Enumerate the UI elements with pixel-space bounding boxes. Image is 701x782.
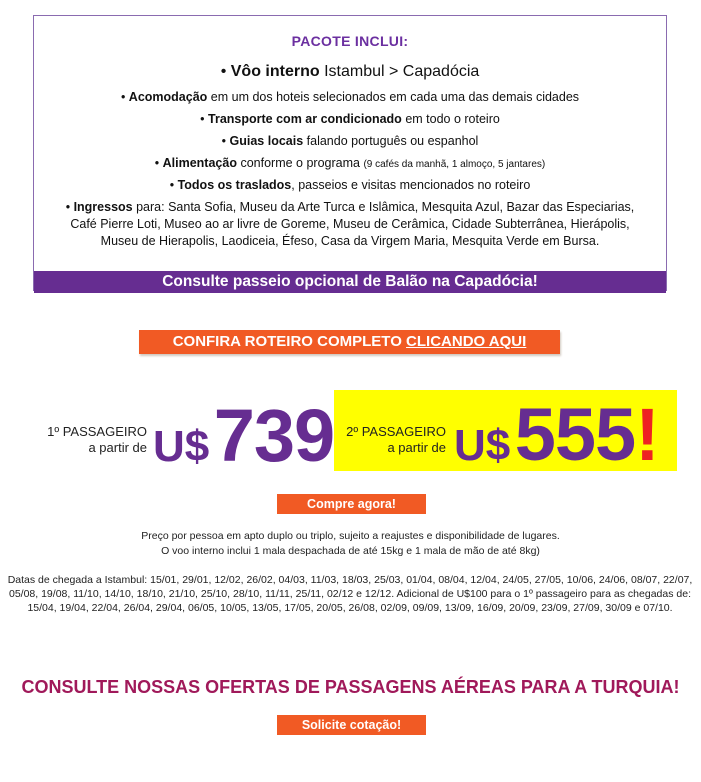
included-tickets: • Ingressos para: Santa Sofia, Museu da Arte Turca e Islâmica, Mesquita Azul, Bazar das Especiarias, Café Pierre Loti, Museo ao ar livre de Goreme, Museu de Cerâmica, Cidade Subterrânea, Hierápolis, Museu de Hierapolis, Laodiceia, Éfeso, Casa da Virgem Maria, Mesquita Verde em Bursa. (65, 200, 635, 248)
p1-line2: a partir de (88, 440, 147, 455)
second-passenger-label (334, 424, 446, 456)
tickets-bold: Ingressos (73, 200, 133, 214)
item-rest: falando português ou espanhol (306, 134, 479, 148)
exclamation-mark: ! (635, 393, 660, 476)
flight-bold: Vôo interno (230, 63, 320, 80)
included-item: • Acomodação em um dos hoteis selecionados em cada uma das demais cidades (120, 90, 580, 104)
tickets-line: Café Pierre Loti, Museo ao ar livre de Goreme, Museu de Cerâmica, Cidade Subterrânea, Hierápolis, (70, 217, 630, 231)
second-passenger-price (454, 392, 660, 477)
buy-now-button[interactable]: Compre agora! (277, 494, 426, 514)
package-box (33, 15, 667, 291)
item-rest: em um dos hoteis selecionados em cada uma das demais cidades (210, 90, 580, 104)
item-rest: conforme o programa (240, 156, 360, 170)
p2-line2: a partir de (387, 440, 446, 455)
item-rest: , passeios e visitas mencionados no roteiro (291, 178, 531, 192)
flight-rest: Istambul > Capadócia (324, 63, 480, 80)
request-quote-button[interactable]: Solicite cotação! (277, 715, 426, 735)
item-bold: Transporte com ar condicionado (208, 112, 402, 126)
p2-amount: 555 (514, 393, 636, 476)
itinerary-button[interactable] (139, 330, 560, 354)
itinerary-text: CONFIRA ROTEIRO COMPLETO (172, 333, 407, 350)
baggage-note: O voo interno inclui 1 mala despachada de até 15kg e 1 mala de mão de até 8kg) (161, 545, 540, 557)
balloon-banner: Consulte passeio opcional de Balão na Capadócia! (34, 271, 666, 293)
flight-offers-heading: CONSULTE NOSSAS OFERTAS DE PASSAGENS AÉREAS PARA A TURQUIA! (21, 677, 680, 697)
item-bold: Todos os traslados (177, 178, 292, 192)
item-rest: em todo o roteiro (405, 112, 500, 126)
tickets-line: Museu de Hierapolis, Laodiceia, Éfeso, Casa da Virgem Maria, Mesquita Verde em Bursa. (100, 234, 600, 248)
first-passenger-price (153, 393, 335, 477)
p1-currency: U$ (153, 422, 210, 471)
second-passenger-box (334, 390, 677, 476)
item-small: (9 cafés da manhã, 1 almoço, 5 jantares) (363, 159, 546, 170)
itinerary-link[interactable]: CLICANDO AQUI (406, 333, 527, 350)
included-item: • Transporte com ar condicionado em todo o roteiro (200, 112, 500, 126)
included-item: • Alimentação conforme o programa (9 cafés da manhã, 1 almoço, 5 jantares) (154, 156, 546, 170)
p1-amount: 739 (213, 394, 335, 477)
item-bold: Guias locais (229, 134, 304, 148)
tickets-line: para: Santa Sofia, Museu da Arte Turca e Islâmica, Mesquita Azul, Bazar das Especiarias, (136, 200, 635, 214)
package-title: PACOTE INCLUI: (291, 33, 409, 49)
p2-line1: 2º PASSAGEIRO (346, 424, 446, 439)
p1-line1: 1º PASSAGEIRO (47, 424, 147, 439)
p2-currency: U$ (454, 421, 511, 470)
price-note: Preço por pessoa em apto duplo ou triplo, sujeito a reajustes e disponibilidade de lugares. (141, 530, 560, 542)
arrival-dates: Datas de chegada a Istambul: 15/01, 29/01, 12/02, 26/02, 04/03, 11/03, 18/03, 25/03, 01/04, 08/04, 12/04, 24/05, 27/05, 10/06, 24/06, 08/07, 22/07, 05/08, 19/08, 11/10, 14/10, 18/10, 21/10, 25/10, 28/10, 11/11, 25/11, 02/12 e 12/12. Adicional de U$100 para o 1º passageiro para as chegadas de: 15/04, 19/04, 22/04, 26/04, 29/04, 06/05, 10/05, 13/05, 17/05, 20/05, 26/08, 02/09, 09/09, 13/09, 16/09, 20/09, 23/09, 27/09, 30/09 e 07/10. (7, 574, 693, 614)
included-item: • Todos os traslados, passeios e visitas mencionados no roteiro (169, 178, 531, 192)
first-passenger-label (12, 424, 147, 456)
included-flight: • Vôo interno Istambul > Capadócia (220, 63, 480, 80)
item-bold: Acomodação (128, 90, 208, 104)
included-item: • Guias locais falando português ou espanhol (221, 134, 479, 148)
item-bold: Alimentação (162, 156, 237, 170)
